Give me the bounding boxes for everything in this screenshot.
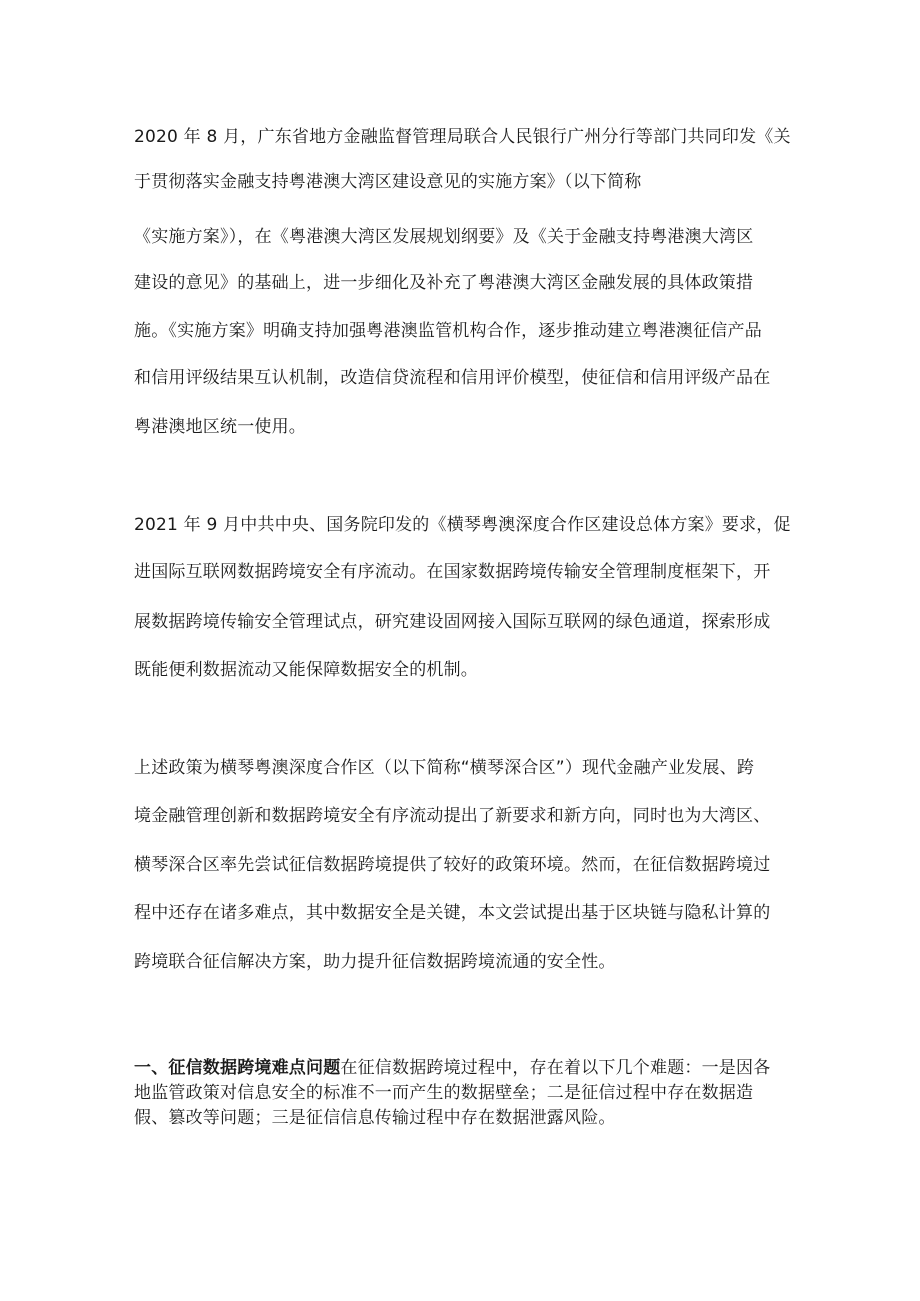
section-1-text-1: 在征信数据跨境过程中，存在着以下几个难题：一是因各 [340, 1058, 771, 1078]
paragraph-2-line-4: 既能便利数据流动又能保障数据安全的机制。 [134, 660, 478, 680]
section-heading: 一、征信数据跨境难点问题 [134, 1058, 341, 1078]
paragraph-3-line-1: 上述政策为横琴粤澳深度合作区（以下简称“横琴深合区”）现代金融产业发展、跨 [134, 758, 755, 778]
paragraph-3-line-5: 跨境联合征信解决方案，助力提升征信数据跨境流通的安全性。 [134, 952, 616, 972]
section-1-line-2: 地监管政策对信息安全的标准不一而产生的数据壁垒；二是征信过程中存在数据造 [134, 1083, 754, 1103]
paragraph-3-line-4: 程中还存在诸多难点，其中数据安全是关键，本文尝试提出基于区块链与隐私计算的 [134, 903, 771, 923]
paragraph-1-line-6: 和信用评级结果互认机制，改造信贷流程和信用评价模型，使征信和信用评级产品在 [134, 368, 771, 388]
paragraph-1-line-3: 《实施方案》），在《粤港澳大湾区发展规划纲要》及《关于金融支持粤港澳大湾区 [134, 227, 754, 247]
paragraph-1-line-1: 2020 年 8 月，广东省地方金融监督管理局联合人民银行广州分行等部门共同印发《关 [134, 127, 791, 147]
paragraph-2-line-2: 进国际互联网数据跨境安全有序流动。在国家数据跨境传输安全管理制度框架下，开 [134, 562, 771, 582]
section-1-line-1 [134, 1057, 794, 1079]
paragraph-1-line-2: 于贯彻落实金融支持粤港澳大湾区建设意见的实施方案》（以下简称 [134, 172, 642, 192]
paragraph-1-line-7: 粤港澳地区统一使用。 [134, 417, 306, 437]
paragraph-2-line-3: 展数据跨境传输安全管理试点，研究建设固网接入国际互联网的绿色通道，探索形成 [134, 612, 771, 632]
paragraph-3-line-3: 横琴深合区率先尝试征信数据跨境提供了较好的政策环境。然而，在征信数据跨境过 [134, 855, 771, 875]
paragraph-1-line-5: 施。《实施方案》明确支持加强粤港澳监管机构合作，逐步推动建立粤港澳征信产品 [134, 321, 762, 341]
paragraph-3-line-2: 境金融管理创新和数据跨境安全有序流动提出了新要求和新方向，同时也为大湾区、 [134, 806, 771, 826]
paragraph-1-line-4: 建设的意见》的基础上，进一步细化及补充了粤港澳大湾区金融发展的具体政策措 [134, 273, 754, 293]
paragraph-2-line-1: 2021 年 9 月中共中央、国务院印发的《横琴粤澳深度合作区建设总体方案》要求，促 [134, 515, 791, 535]
section-1-line-3: 假、篡改等问题；三是征信信息传输过程中存在数据泄露风险。 [134, 1108, 616, 1128]
